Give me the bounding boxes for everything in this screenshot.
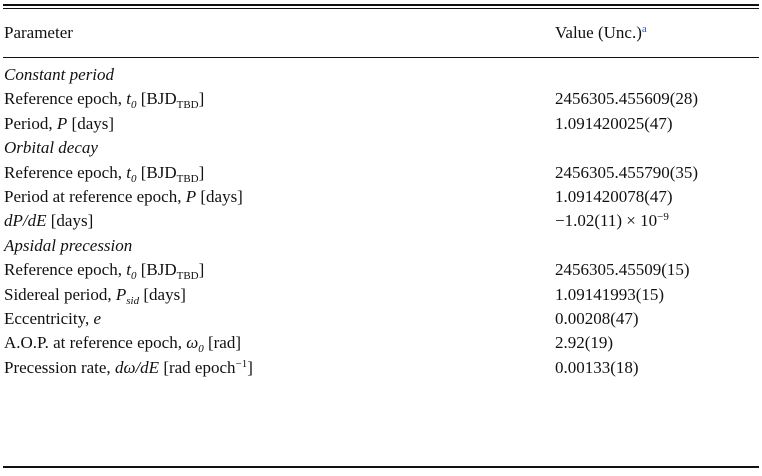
- unit-subscript: TBD: [176, 270, 199, 283]
- parameter-symbol: e: [93, 309, 102, 328]
- value-text: 1.091420078(47): [555, 187, 673, 206]
- section-title: Apsidal precession: [4, 235, 133, 255]
- value-cell: [555, 87, 698, 111]
- parameter-cell: [4, 185, 243, 209]
- unit-subscript: TBD: [176, 99, 199, 112]
- value-cell: [555, 258, 690, 282]
- parameter-cell: [4, 258, 204, 284]
- symbol-subscript: sid: [126, 294, 140, 307]
- parameter-cell: [4, 161, 204, 187]
- parameter-symbol: t: [126, 260, 131, 280]
- header-value-footnote-link[interactable]: a: [641, 23, 647, 35]
- parameter-label: Sidereal period,: [4, 284, 116, 304]
- parameter-unit: [days]: [196, 187, 243, 206]
- parameter-symbol: P: [115, 284, 127, 304]
- parameter-cell: [4, 283, 186, 309]
- symbol-subscript: 0: [130, 270, 137, 283]
- section-heading-row: [4, 63, 758, 87]
- section-title: Constant period: [4, 65, 115, 84]
- parameter-cell: [4, 307, 101, 331]
- value-cell: [555, 161, 698, 185]
- parameter-unit-close: ]: [198, 89, 205, 109]
- parameter-symbol: P: [56, 113, 68, 133]
- parameter-label: Period at reference epoch,: [4, 187, 186, 206]
- parameter-cell: [4, 209, 93, 233]
- top-double-rule-thick: [3, 4, 759, 6]
- value-cell: [555, 209, 669, 235]
- parameter-unit: [BJD: [136, 260, 177, 280]
- parameter-unit: [rad]: [203, 333, 241, 353]
- value-cell: [555, 283, 664, 307]
- table-row: [4, 112, 758, 136]
- value-text: 1.091420025(47): [555, 113, 673, 133]
- value-cell: [555, 185, 673, 209]
- symbol-subscript: 0: [130, 172, 137, 185]
- table-row: [4, 161, 758, 185]
- value-text: 2.92(19): [555, 333, 614, 353]
- parameter-unit: [BJD: [136, 162, 177, 182]
- table-row: [4, 283, 758, 307]
- parameter-cell: [4, 112, 114, 136]
- symbol-subscript: 0: [130, 99, 137, 112]
- unit-superscript: −1: [235, 357, 248, 370]
- parameter-cell: [4, 87, 204, 113]
- parameter-unit-close: ]: [247, 357, 253, 377]
- section-heading-row: [4, 136, 758, 160]
- parameter-label: Reference epoch,: [4, 162, 127, 182]
- parameter-cell: [4, 356, 253, 382]
- value-cell: [555, 356, 639, 380]
- unit-subscript: TBD: [176, 172, 199, 185]
- table-row: [4, 331, 758, 355]
- parameter-label: A.O.P. at reference epoch,: [4, 333, 187, 353]
- parameter-cell: [4, 331, 241, 357]
- parameter-label: Reference epoch,: [4, 89, 127, 109]
- value-text: 0.00133(18): [555, 357, 639, 377]
- table-row: [4, 209, 758, 233]
- value-text: −1.02(11) × 10: [555, 211, 658, 231]
- section-title: Orbital decay: [4, 138, 98, 158]
- parameter-label: Precession rate,: [4, 357, 115, 377]
- parameter-symbol: t: [126, 162, 131, 182]
- header-value-label: Value (Unc.): [555, 23, 642, 42]
- value-exponent: −9: [657, 211, 669, 224]
- value-cell: [555, 331, 613, 355]
- value-text: 0.00208(47): [555, 309, 639, 328]
- value-cell: [555, 112, 673, 136]
- table-row: [4, 185, 758, 209]
- parameter-unit: [rad epoch: [159, 357, 236, 377]
- parameter-unit: [days]: [139, 284, 186, 304]
- table-row: [4, 307, 758, 331]
- table-row: [4, 258, 758, 282]
- header-parameter: Parameter: [4, 23, 73, 42]
- parameter-symbol: dω/dE: [114, 357, 160, 377]
- parameter-symbol: P: [185, 187, 197, 206]
- parameter-symbol: ω: [186, 333, 199, 353]
- value-cell: [555, 307, 639, 331]
- parameter-label: Eccentricity,: [4, 309, 94, 328]
- top-double-rule-thin: [3, 8, 759, 9]
- parameter-symbol: t: [126, 89, 131, 109]
- symbol-subscript: 0: [198, 343, 204, 356]
- parameter-unit-close: ]: [198, 162, 205, 182]
- table-header-row: [4, 21, 758, 45]
- parameter-symbol: dP/dE: [4, 211, 47, 231]
- bottom-rule: [3, 466, 759, 468]
- header-value: [555, 21, 647, 47]
- parameter-label: Period,: [4, 113, 57, 133]
- value-text: 2456305.455790(35): [555, 162, 699, 182]
- table-row: [4, 356, 758, 380]
- value-text: 2456305.455609(28): [555, 89, 699, 109]
- value-text: 2456305.45509(15): [555, 260, 690, 280]
- parameter-unit-close: ]: [198, 260, 205, 280]
- parameter-unit: [BJD: [136, 89, 177, 109]
- parameter-label: Reference epoch,: [4, 260, 127, 280]
- value-text: 1.09141993(15): [555, 284, 665, 304]
- parameter-unit: [days]: [67, 113, 115, 133]
- parameter-unit: [days]: [46, 211, 94, 231]
- header-rule: [3, 57, 759, 58]
- section-heading-row: [4, 234, 758, 258]
- table-row: [4, 87, 758, 111]
